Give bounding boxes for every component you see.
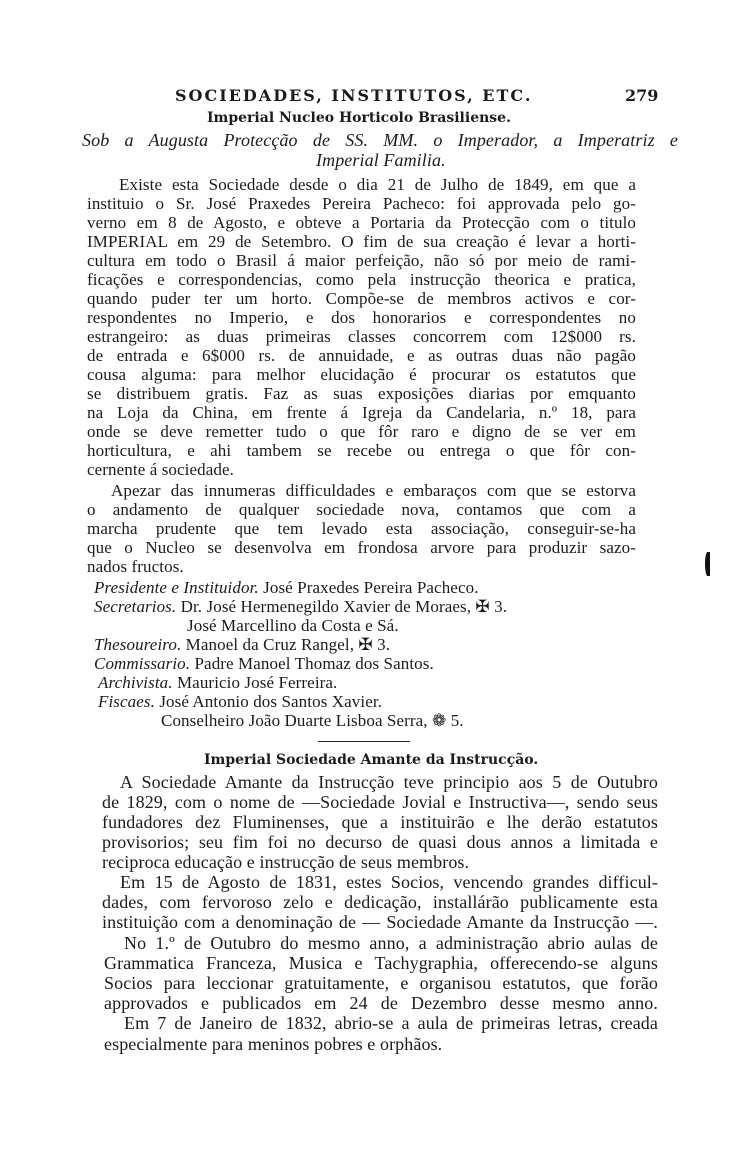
officer-role: Commissario. xyxy=(94,654,191,673)
text-line: horticultura, e ahi tambem se recebe ou entrega o que fôr con- xyxy=(87,441,636,460)
text-line: approvados e publicados em 24 de Dezembro desse mesmo anno. xyxy=(104,993,658,1013)
text-line: Em 15 de Agosto de 1831, estes Socios, vencendo grandes difficul- xyxy=(120,872,658,892)
running-title: SOCIEDADES, INSTITUTOS, ETC. xyxy=(175,86,533,105)
text-line: IMPERIAL em 29 de Setembro. O fim de sua creação é levar a horti- xyxy=(87,232,636,251)
text-line: A Sociedade Amante da Instrucção teve principio aos 5 de Outubro xyxy=(120,772,658,792)
patronage-line: Sob a Augusta Protecção de SS. MM. o Imperador, a Imperatriz e xyxy=(82,130,678,150)
officer-row xyxy=(98,692,382,711)
officer-row xyxy=(98,673,337,692)
text-line: instituição com a denominação de — Sociedade Amante da Instrucção —. xyxy=(102,912,658,932)
text-line: de 1829, com o nome de —Sociedade Jovial e Instructiva—, sendo seus xyxy=(102,792,658,812)
section-divider xyxy=(318,741,410,742)
text-line: de entrada e 6$000 rs. de annuidade, e as outras duas não pagão xyxy=(87,346,636,365)
text-line: Apezar das innumeras difficuldades e embaraços com que se estorva xyxy=(111,481,636,500)
officer-row xyxy=(94,578,479,597)
text-line: se distribuem gratis. Faz as suas exposições diarias por emquanto xyxy=(87,384,636,403)
text-line: ficações e correspondencias, como pela instrucção theorica e pratica, xyxy=(87,270,636,289)
section-title-amante-instruccao: Imperial Sociedade Amante da Instrucção. xyxy=(204,752,539,768)
text-line: verno em 8 de Agosto, e obteve a Portaria da Protecção com o titulo xyxy=(87,213,636,232)
officer-name: José Antonio dos Santos Xavier. xyxy=(159,692,383,711)
text-line: cousa alguma: para melhor elucidação é procurar os estatutos que xyxy=(87,365,636,384)
officer-name: Padre Manoel Thomaz dos Santos. xyxy=(194,654,434,673)
text-line: quando puder ter um horto. Compõe-se de membros activos e cor- xyxy=(87,289,636,308)
text-line: onde se deve remetter tudo o que fôr raro e digno de se ver em xyxy=(87,422,636,441)
officer-row xyxy=(94,597,507,616)
text-line: cultura em todo o Brasil á maior perfeição, não só por meio de rami- xyxy=(87,251,636,270)
text-line: Grammatica Franceza, Musica e Tachygraphia, offerecendo-se alguns xyxy=(104,953,658,973)
text-line: Socios para leccionar gratuitamente, e organisou estatutos, que forão xyxy=(104,973,658,993)
text-line: o andamento de qualquer sociedade nova, contamos que com a xyxy=(87,500,636,519)
text-line: que o Nucleo se desenvolva em frondosa arvore para produzir sazo- xyxy=(87,538,636,557)
text-line: na Loja da China, em frente á Igreja da Candelaria, n.º 18, para xyxy=(87,403,636,422)
text-line: Em 7 de Janeiro de 1832, abrio-se a aula de primeiras letras, creada xyxy=(124,1013,658,1033)
text-line: Existe esta Sociedade desde o dia 21 de Julho de 1849, em que a xyxy=(119,175,636,194)
officer-name: José Praxedes Pereira Pacheco. xyxy=(263,578,479,597)
officer-row xyxy=(94,654,434,673)
patronage-line-2: Imperial Familia. xyxy=(316,150,446,170)
section-title-nucleo-horticolo: Imperial Nucleo Horticolo Brasiliense. xyxy=(207,110,511,126)
officer-name: José Marcellino da Costa e Sá. xyxy=(187,616,399,635)
officer-row xyxy=(94,635,390,654)
officer-role: Secretarios. xyxy=(94,597,177,616)
text-line: instituio o Sr. José Praxedes Pereira Pacheco: foi approvada pelo go- xyxy=(87,194,636,213)
text-line: fundadores dez Fluminenses, que a instituirão e lhe derão estatutos xyxy=(102,812,658,832)
text-line: respondentes no Imperio, e dos honorarios e correspondentes no xyxy=(87,308,636,327)
text-line: nados fructos. xyxy=(87,557,184,576)
officer-name: Conselheiro João Duarte Lisboa Serra, ❁ 5. xyxy=(161,711,464,730)
officer-row xyxy=(187,616,399,635)
text-line: reciproca educação e instrucção de seus membros. xyxy=(102,852,470,872)
text-line: No 1.º de Outubro do mesmo anno, a administração abrio aulas de xyxy=(124,933,658,953)
text-line: dades, com fervoroso zelo e dedicação, installárão publicamente esta xyxy=(102,892,658,912)
officer-role: Presidente e Instituidor. xyxy=(94,578,259,597)
text-line: cernente á sociedade. xyxy=(87,460,234,479)
officer-name: Dr. José Hermenegildo Xavier de Moraes, ✠ 3. xyxy=(180,597,508,616)
officer-role: Fiscaes. xyxy=(98,692,155,711)
officer-row xyxy=(161,711,464,730)
officer-role: Thesoureiro. xyxy=(94,635,182,654)
text-line: especialmente para meninos pobres e orphãos. xyxy=(104,1034,443,1054)
text-line: provisorios; seu fim foi no decurso de quasi dous annos a limitada e xyxy=(102,832,658,852)
officer-role: Archivista. xyxy=(98,673,173,692)
page-number: 279 xyxy=(625,86,659,105)
officer-name: Mauricio José Ferreira. xyxy=(176,673,338,692)
text-line: estrangeiro: as duas primeiras classes concorrem com 12$000 rs. xyxy=(87,327,636,346)
scan-artifact-mark xyxy=(705,552,710,576)
officer-name: Manoel da Cruz Rangel, ✠ 3. xyxy=(185,635,391,654)
text-line: marcha prudente que tem levado esta associação, conseguir-se-ha xyxy=(87,519,636,538)
